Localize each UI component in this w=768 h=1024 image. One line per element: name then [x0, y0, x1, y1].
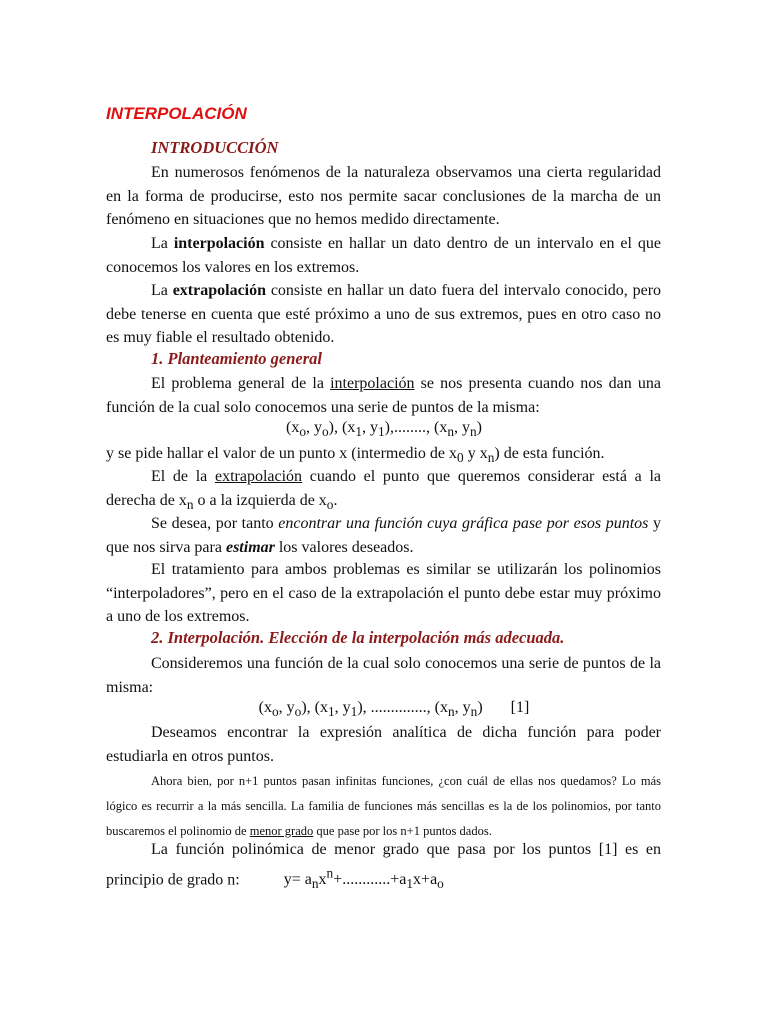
section-1-paragraph-3: El de la extrapolación cuando el punto que queremos considerar está a la derecha de $x_n$ o a la izquierda de $x_o$.: [106, 468, 661, 512]
section-1-paragraph-5: El tratamiento para ambos problemas es similar se utilizarán los polinomios “interpoladores”, pero en el caso de la extrapolación el punto debe estar muy próximo a uno de los extremos.: [106, 561, 661, 625]
points-formula-1: ($x_o$, $y_o$), ($x_1$, $y_1$),........, ($x_n$, $y_n$): [286, 419, 482, 440]
section-2-paragraph-2: Deseamos encontrar la expresión analítica de dicha función para poder estudiarla en otros puntos.: [106, 724, 661, 765]
section-1-paragraph-1: El problema general de la interpolación se nos presenta cuando nos dan una función de la cual solo conocemos una serie de puntos de la misma:: [106, 375, 662, 416]
section-2-paragraph-4: La función polinómica de menor grado que pasa por los puntos [1] es en principio de grado n: $y= a_nx^n+............+a_1x+a_o$: [106, 841, 661, 892]
term-extrapolacion: extrapolación: [172, 282, 267, 299]
intro-paragraph-2: La interpolación consiste en hallar un dato dentro de un intervalo en el que conocemos los valores en los extremos.: [106, 235, 662, 276]
intro-heading: INTRODUCCIÓN: [151, 138, 279, 157]
term-menor-grado: menor grado: [249, 824, 314, 838]
section-1-heading: 1. Planteamiento general: [151, 349, 322, 368]
document-title: INTERPOLACIÓN: [106, 104, 247, 123]
section-1-paragraph-2: y se pide hallar el valor de un punto x (intermedio de $x_0$ y $x_n$) de esta función.: [106, 445, 605, 466]
polynomial-formula: $y= a_nx^n+............+a_1x+a_o$: [283, 865, 444, 892]
section-1-paragraph-4: Se desea, por tanto encontrar una función cuya gráfica pase por esos puntos y que nos sirva para estimar los valores deseados.: [106, 515, 662, 556]
intro-paragraph-3: La extrapolación consiste en hallar un dato fuera del intervalo conocido, pero debe tenerse en cuenta que esté próximo a uno de sus extremos, pues en otro caso no es muy fiable el resultado obtenido.: [106, 282, 662, 346]
term-interpolacion: interpolación: [173, 235, 265, 252]
term-interpolacion-underlined: interpolación: [330, 375, 415, 392]
section-2-paragraph-1: Consideremos una función de la cual solo conocemos una serie de puntos de la misma:: [106, 655, 661, 696]
term-extrapolacion-underlined: extrapolación: [214, 468, 303, 485]
formula-reference: [1]: [510, 699, 530, 716]
points-formula-2: ($x_o$, $y_o$), ($x_1$, $y_1$), .............., ($x_n$, $y_n$) [1]: [258, 699, 530, 720]
section-2-heading: 2. Interpolación. Elección de la interpolación más adecuada.: [151, 628, 565, 647]
intro-paragraph-1: En numerosos fenómenos de la naturaleza observamos una cierta regularidad en la forma de producirse, esto nos permite sacar conclusiones de la marcha de un fenómeno en situaciones que no hemos medido directamente.: [106, 164, 661, 228]
section-2-paragraph-3: Ahora bien, por n+1 puntos pasan infinitas funciones, ¿con cuál de ellas nos quedamos? Lo más lógico es recurrir a la más sencilla. La familia de funciones más sencillas es la de los polinomios, por tanto buscaremos el polinomio de menor grado que pase por los n+1 puntos dados.: [106, 774, 661, 838]
